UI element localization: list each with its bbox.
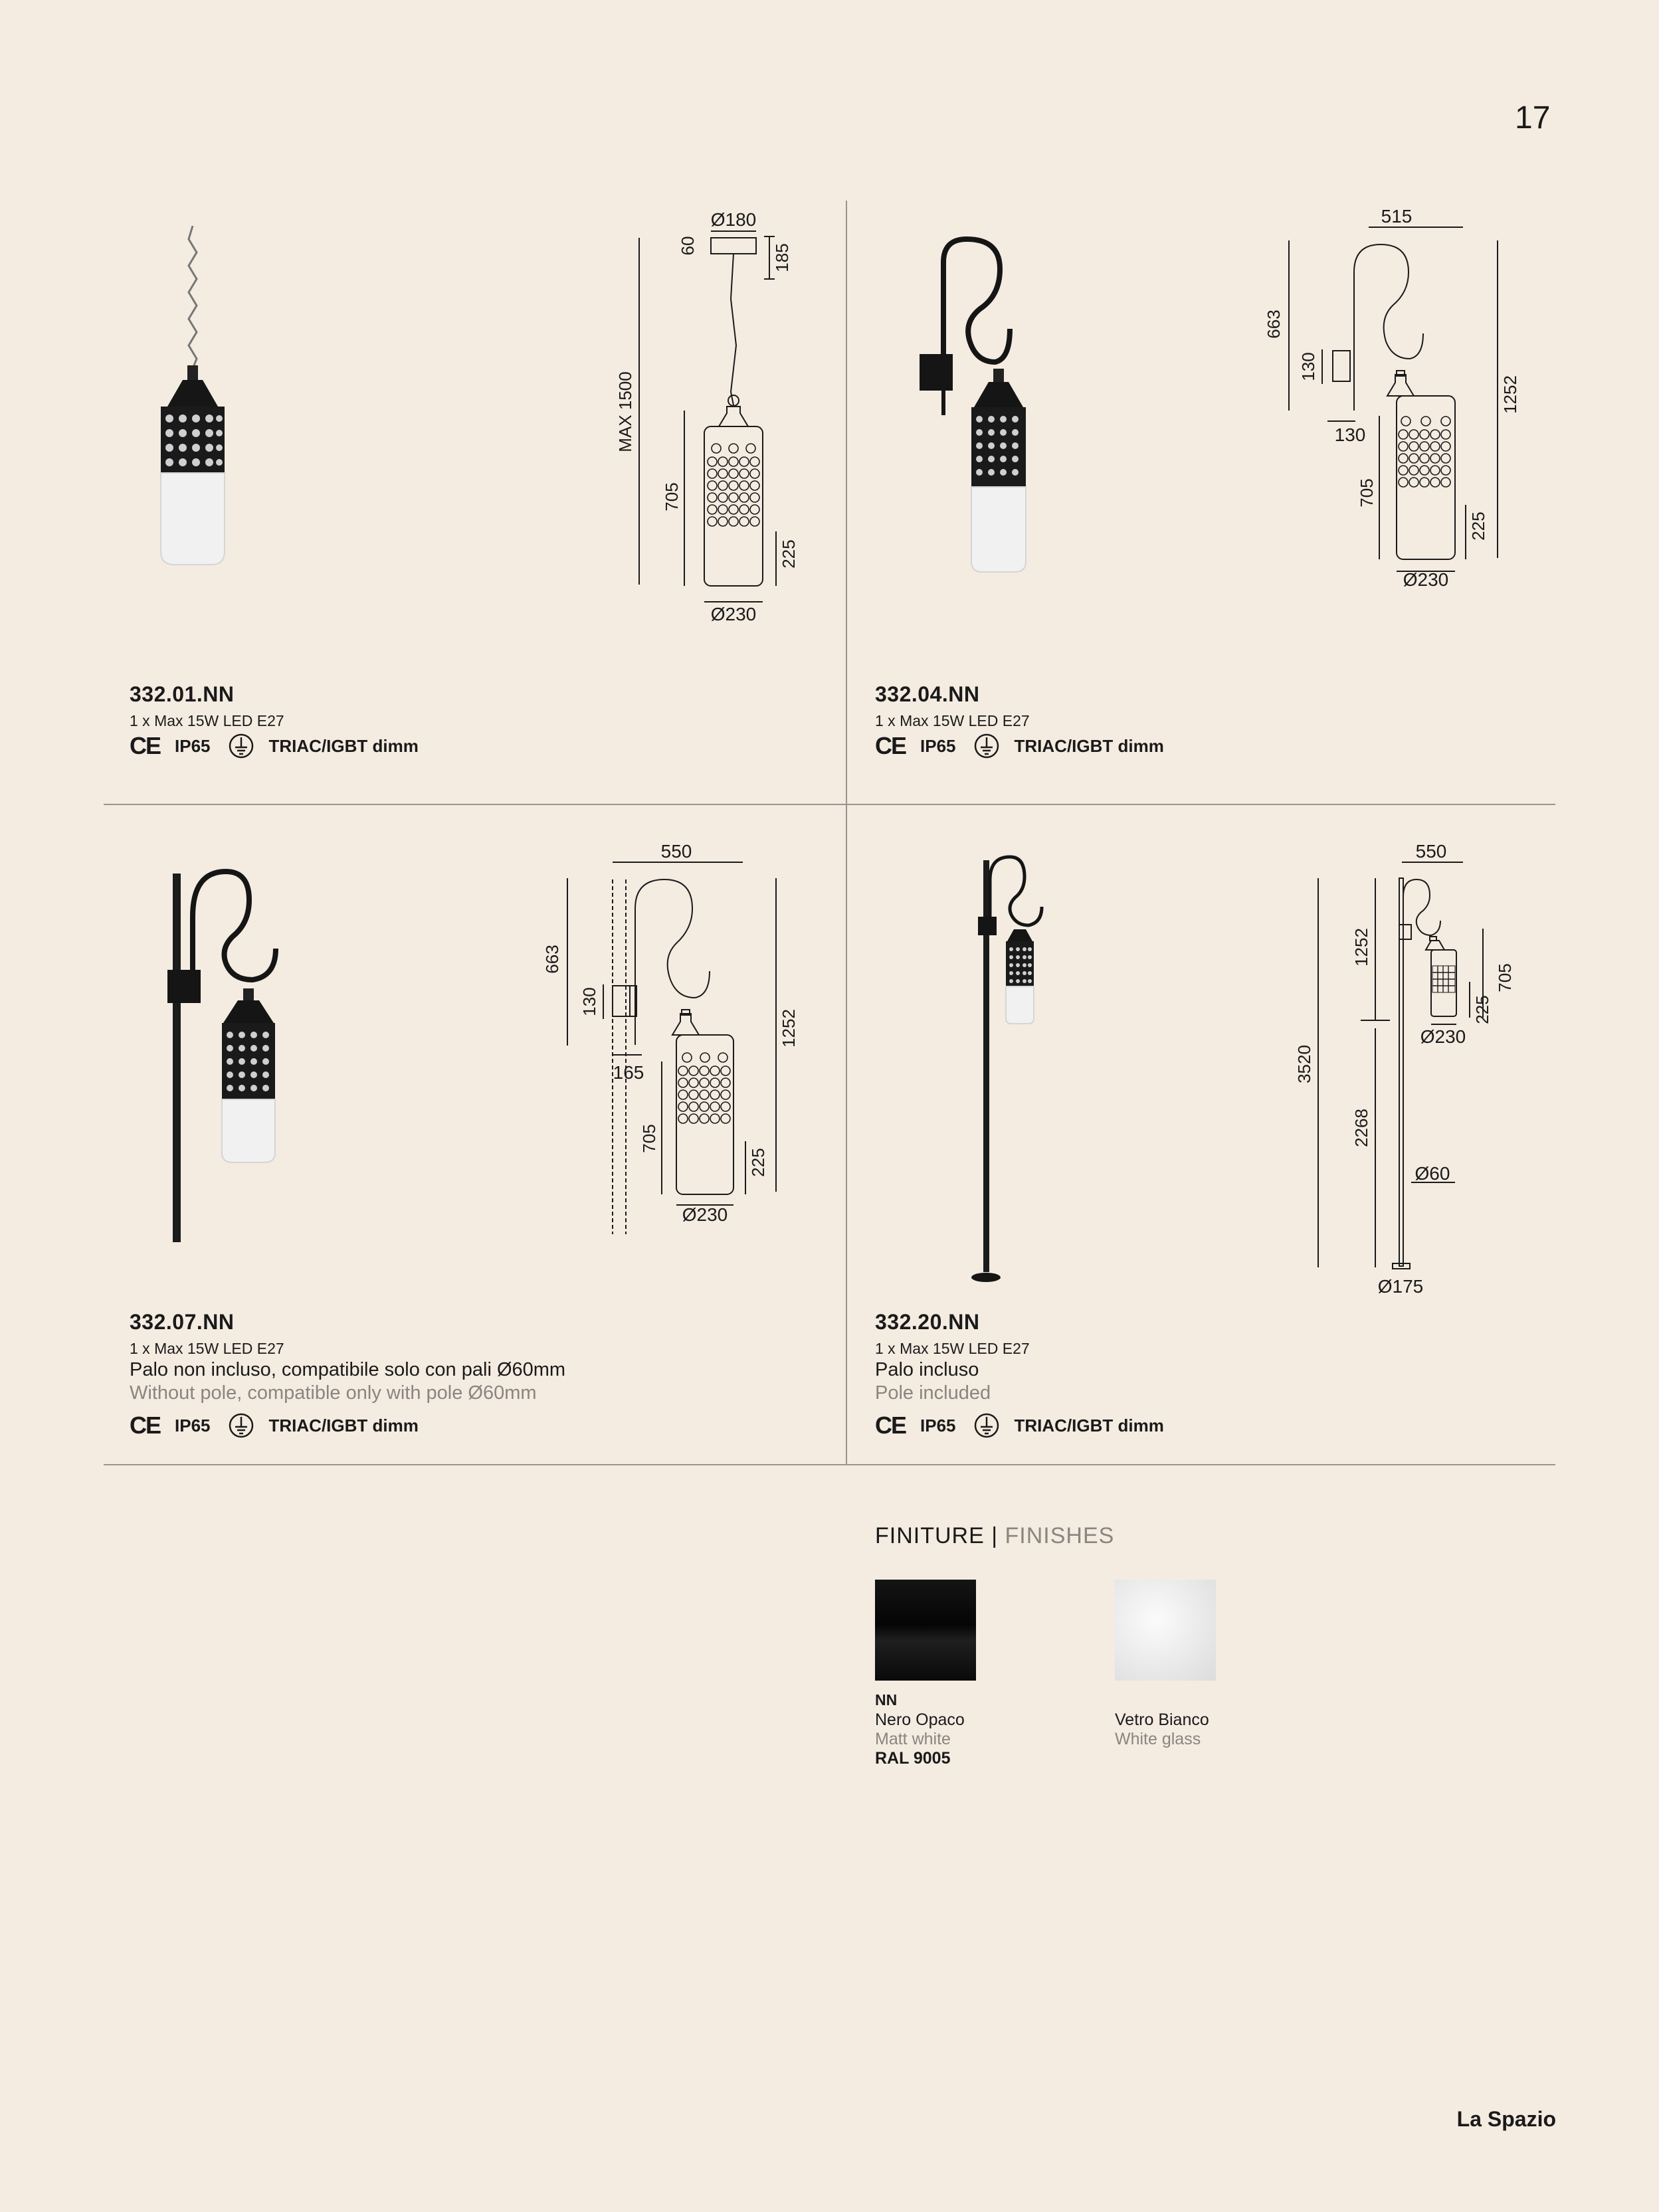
- dim-body-diameter: Ø230: [1403, 569, 1449, 590]
- technical-drawing-pole-mount: [538, 836, 830, 1247]
- dim-body-diameter: Ø230: [710, 604, 757, 624]
- dim-width: 550: [660, 841, 692, 862]
- dim-body-diameter: Ø230: [682, 1204, 728, 1225]
- page-number: 17: [1515, 100, 1551, 136]
- finish-name-en: White glass: [1115, 1730, 1201, 1748]
- ce-mark-icon: CE: [875, 732, 906, 759]
- finish-ral: RAL 9005: [875, 1749, 951, 1768]
- dim-plate-width: 130: [1334, 424, 1366, 445]
- product-info-332-01: [130, 682, 419, 759]
- finishes-title-en: FINISHES: [1005, 1523, 1115, 1548]
- technical-drawing-pole-included: [1289, 836, 1528, 1307]
- product-note-it: Palo incluso: [875, 1359, 979, 1380]
- product-code: 332.04.NN: [875, 682, 980, 706]
- earth-ground-icon: [973, 733, 1000, 759]
- dim-total-height: 3520: [1294, 1045, 1314, 1083]
- finish-info-black: [875, 1691, 965, 1768]
- dim-arm-height: 663: [542, 945, 562, 974]
- dim-pole-height: 2268: [1351, 1109, 1371, 1147]
- ce-mark-icon: CE: [875, 1412, 906, 1439]
- product-spec: 1 x Max 15W LED E27: [875, 712, 1030, 729]
- finish-name-it: Vetro Bianco: [1115, 1710, 1209, 1729]
- product-note-en: Pole included: [875, 1382, 991, 1404]
- dim-canopy-height: 60: [678, 236, 698, 256]
- finish-swatch-white-glass: [1115, 1580, 1216, 1681]
- dim-pole-diameter: Ø60: [1415, 1163, 1450, 1184]
- product-photo-wall: [910, 236, 1056, 581]
- dim-glass-height: 225: [1472, 995, 1492, 1024]
- dim-body-height: 705: [1495, 963, 1515, 992]
- ip-rating: IP65: [175, 1415, 211, 1435]
- product-spec: 1 x Max 15W LED E27: [130, 712, 284, 729]
- product-photo-pendant: [146, 226, 239, 571]
- dim-plate-height: 130: [1298, 352, 1318, 381]
- dim-total-height: 1252: [1500, 375, 1520, 414]
- product-code: 332.20.NN: [875, 1310, 980, 1334]
- divider-vertical-bottom: [846, 805, 847, 1465]
- divider-horizontal-middle: [104, 804, 1555, 805]
- dim-max-length: MAX 1500: [615, 371, 635, 452]
- dim-glass-height: 225: [748, 1148, 768, 1177]
- product-info-332-04: [875, 682, 1164, 759]
- dimming-type: TRIAC/IGBT dimm: [268, 735, 419, 756]
- certification-row: [875, 1412, 1164, 1439]
- technical-drawing-wall: [1256, 199, 1535, 598]
- ce-mark-icon: CE: [130, 1412, 161, 1439]
- product-spec: 1 x Max 15W LED E27: [875, 1340, 1030, 1357]
- finishes-title-it: FINITURE: [875, 1523, 985, 1548]
- dim-width: 550: [1415, 841, 1447, 862]
- finishes-title: [875, 1523, 1114, 1549]
- finish-code: NN: [875, 1691, 898, 1708]
- divider-horizontal-bottom: [104, 1464, 1555, 1465]
- divider-vertical-top: [846, 201, 847, 804]
- product-code: 332.07.NN: [130, 1310, 235, 1334]
- product-code: 332.01.NN: [130, 682, 235, 706]
- dimming-type: TRIAC/IGBT dimm: [1014, 1415, 1164, 1435]
- product-photo-pole-included: [963, 854, 1063, 1285]
- finish-info-white-glass: [1115, 1710, 1209, 1749]
- product-note-it: Palo non incluso, compatibile solo con pali Ø60mm: [130, 1359, 566, 1380]
- ip-rating: IP65: [920, 1415, 956, 1435]
- dimming-type: TRIAC/IGBT dimm: [268, 1415, 419, 1435]
- earth-ground-icon: [973, 1412, 1000, 1439]
- product-info-332-20: [875, 1310, 1164, 1439]
- finish-name-it: Nero Opaco: [875, 1710, 965, 1729]
- dim-offset: 165: [613, 1062, 644, 1083]
- ip-rating: IP65: [920, 735, 956, 756]
- product-photo-pole-mount: [159, 864, 292, 1242]
- dim-top-height: 1252: [1351, 928, 1371, 967]
- dim-body-height: 705: [1357, 478, 1377, 507]
- earth-ground-icon: [228, 733, 254, 759]
- finish-swatch-black: [875, 1580, 976, 1681]
- earth-ground-icon: [228, 1412, 254, 1439]
- dim-total-height: 1252: [779, 1009, 799, 1048]
- dim-glass-height: 225: [1468, 511, 1488, 541]
- certification-row: [875, 733, 1164, 759]
- finish-name-en: Matt white: [875, 1730, 951, 1748]
- dim-canopy-diameter: Ø180: [710, 209, 757, 230]
- dim-width: 515: [1381, 206, 1413, 227]
- dim-body-height: 705: [639, 1124, 659, 1153]
- dim-glass-height: 225: [779, 539, 799, 569]
- product-info-332-07: [130, 1310, 565, 1439]
- dim-top-height: 185: [772, 243, 792, 272]
- product-note-en: Without pole, compatible only with pole Ø60mm: [130, 1382, 537, 1404]
- dim-base-diameter: Ø175: [1377, 1276, 1424, 1297]
- certification-row: [130, 1412, 565, 1439]
- ip-rating: IP65: [175, 735, 211, 756]
- certification-row: [130, 733, 419, 759]
- dim-body-diameter: Ø230: [1420, 1026, 1466, 1047]
- dimming-type: TRIAC/IGBT dimm: [1014, 735, 1164, 756]
- dim-plate-height: 130: [579, 987, 599, 1016]
- dim-arm-height: 663: [1264, 310, 1284, 339]
- technical-drawing-pendant: [598, 199, 817, 638]
- brand-name: La Spazio: [1456, 2107, 1556, 2131]
- finishes-title-separator: |: [991, 1523, 999, 1548]
- dim-body-height: 705: [662, 482, 682, 511]
- product-spec: 1 x Max 15W LED E27: [130, 1340, 284, 1357]
- ce-mark-icon: CE: [130, 732, 161, 759]
